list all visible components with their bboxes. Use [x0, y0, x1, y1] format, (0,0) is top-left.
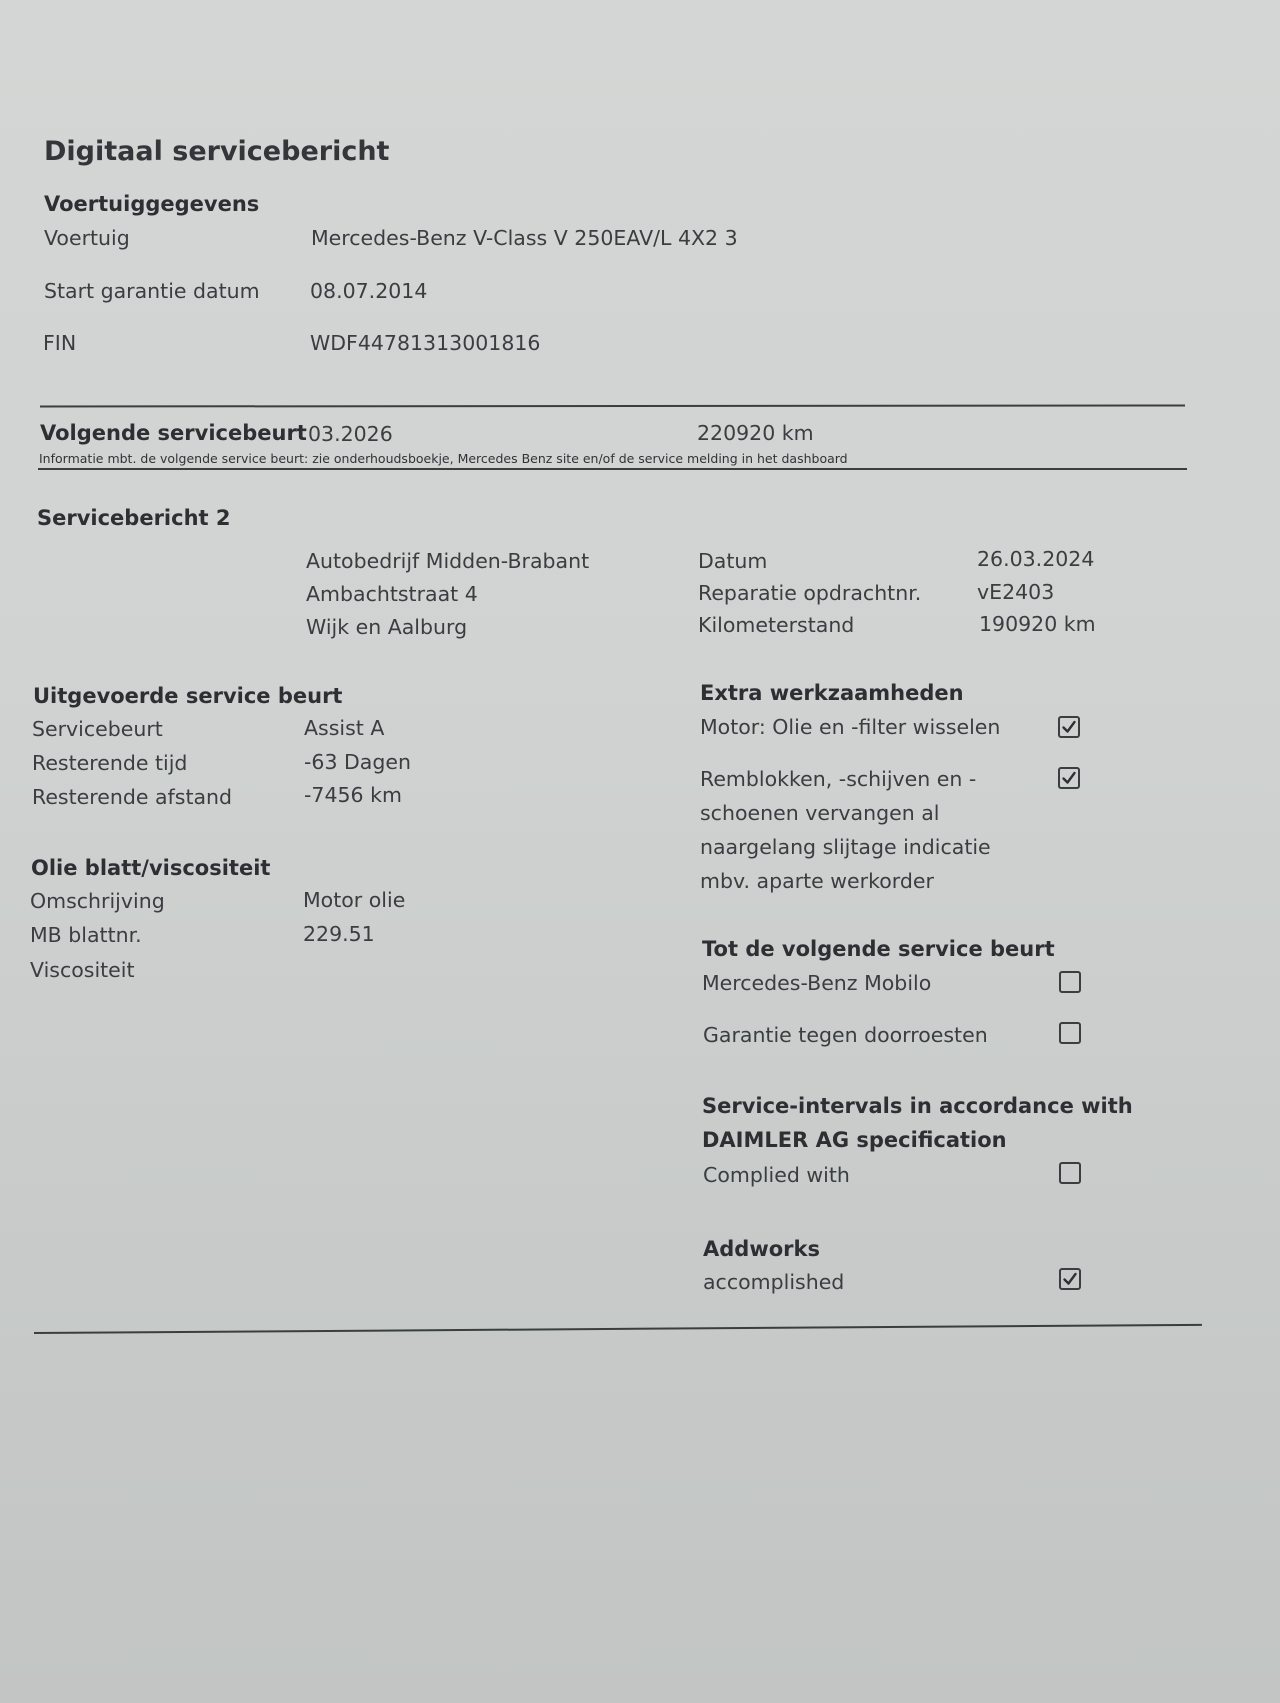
brakes-checkbox[interactable]	[1058, 767, 1080, 789]
complied-checkbox[interactable]	[1059, 1162, 1081, 1184]
rust-warranty-label: Garantie tegen doorroesten	[703, 1023, 988, 1047]
repair-order-value: vE2403	[977, 580, 1055, 604]
accomplished-label: accomplished	[703, 1270, 845, 1294]
divider	[40, 405, 1185, 408]
intervals-heading: DAIMLER AG specification	[702, 1128, 1007, 1152]
mileage-label: Kilometerstand	[698, 613, 855, 637]
remaining-time-value: -63 Dagen	[304, 750, 411, 774]
warranty-start-label: Start garantie datum	[44, 279, 260, 303]
oil-description-value: Motor olie	[303, 888, 406, 912]
viscosity-label: Viscositeit	[30, 958, 135, 982]
intervals-heading: Service-intervals in accordance with	[702, 1094, 1133, 1118]
oil-description-label: Omschrijving	[30, 889, 165, 913]
divider	[34, 1324, 1202, 1334]
mobilo-label: Mercedes-Benz Mobilo	[702, 971, 932, 995]
mileage-value: 190920 km	[979, 612, 1096, 636]
checkmark-icon	[1061, 719, 1077, 735]
until-next-heading: Tot de volgende service beurt	[702, 937, 1055, 961]
divider	[38, 468, 1187, 470]
rust-warranty-checkbox[interactable]	[1059, 1022, 1081, 1044]
vehicle-value: Mercedes-Benz V-Class V 250EAV/L 4X2 3	[311, 226, 738, 250]
vehicle-heading: Voertuiggegevens	[44, 192, 260, 216]
complied-label: Complied with	[703, 1163, 850, 1187]
extra-work-item-label: Motor: Olie en -filter wisselen	[700, 715, 1001, 739]
accomplished-checkbox[interactable]	[1059, 1268, 1081, 1290]
performed-value: Assist A	[304, 716, 385, 740]
warranty-start-value: 08.07.2014	[310, 279, 428, 303]
fin-value: WDF44781313001816	[310, 331, 541, 355]
next-service-label: Volgende servicebeurt	[40, 421, 307, 445]
mobilo-checkbox[interactable]	[1059, 971, 1081, 993]
next-service-km: 220920 km	[697, 421, 814, 445]
fin-label: FIN	[43, 331, 77, 355]
extra-work-item-label: Remblokken, -schijven en -schoenen vervangen al naargelang slijtage indicatie mbv. aparte werkorder	[700, 767, 991, 893]
date-label: Datum	[698, 549, 768, 573]
performed-heading: Uitgevoerde service beurt	[33, 684, 343, 708]
oil-spec-label: MB blattnr.	[30, 923, 142, 947]
service-report-heading: Servicebericht 2	[37, 506, 231, 530]
performed-label: Servicebeurt	[32, 717, 163, 741]
extra-work-heading: Extra werkzaamheden	[700, 681, 964, 705]
dealer-city: Wijk en Aalburg	[306, 615, 468, 639]
remaining-distance-label: Resterende afstand	[32, 785, 233, 809]
remaining-time-label: Resterende tijd	[32, 751, 188, 775]
document-title: Digitaal servicebericht	[44, 136, 390, 167]
remaining-distance-value: -7456 km	[304, 783, 402, 807]
dealer-street: Ambachtstraat 4	[306, 582, 478, 606]
next-service-date: 03.2026	[308, 422, 393, 446]
repair-order-label: Reparatie opdrachtnr.	[698, 581, 922, 605]
oil-filter-checkbox[interactable]	[1058, 716, 1080, 738]
oil-spec-value: 229.51	[303, 922, 375, 946]
oil-heading: Olie blatt/viscositeit	[31, 856, 271, 880]
next-service-info: Informatie mbt. de volgende service beurt: zie onderhoudsboekje, Mercedes Benz site en/of de service melding in het dashboard	[39, 451, 848, 466]
vehicle-label: Voertuig	[44, 226, 130, 250]
addworks-heading: Addworks	[703, 1237, 820, 1261]
checkmark-icon	[1062, 1271, 1078, 1287]
date-value: 26.03.2024	[977, 547, 1095, 571]
checkmark-icon	[1061, 770, 1077, 786]
dealer-name: Autobedrijf Midden-Brabant	[306, 549, 590, 573]
